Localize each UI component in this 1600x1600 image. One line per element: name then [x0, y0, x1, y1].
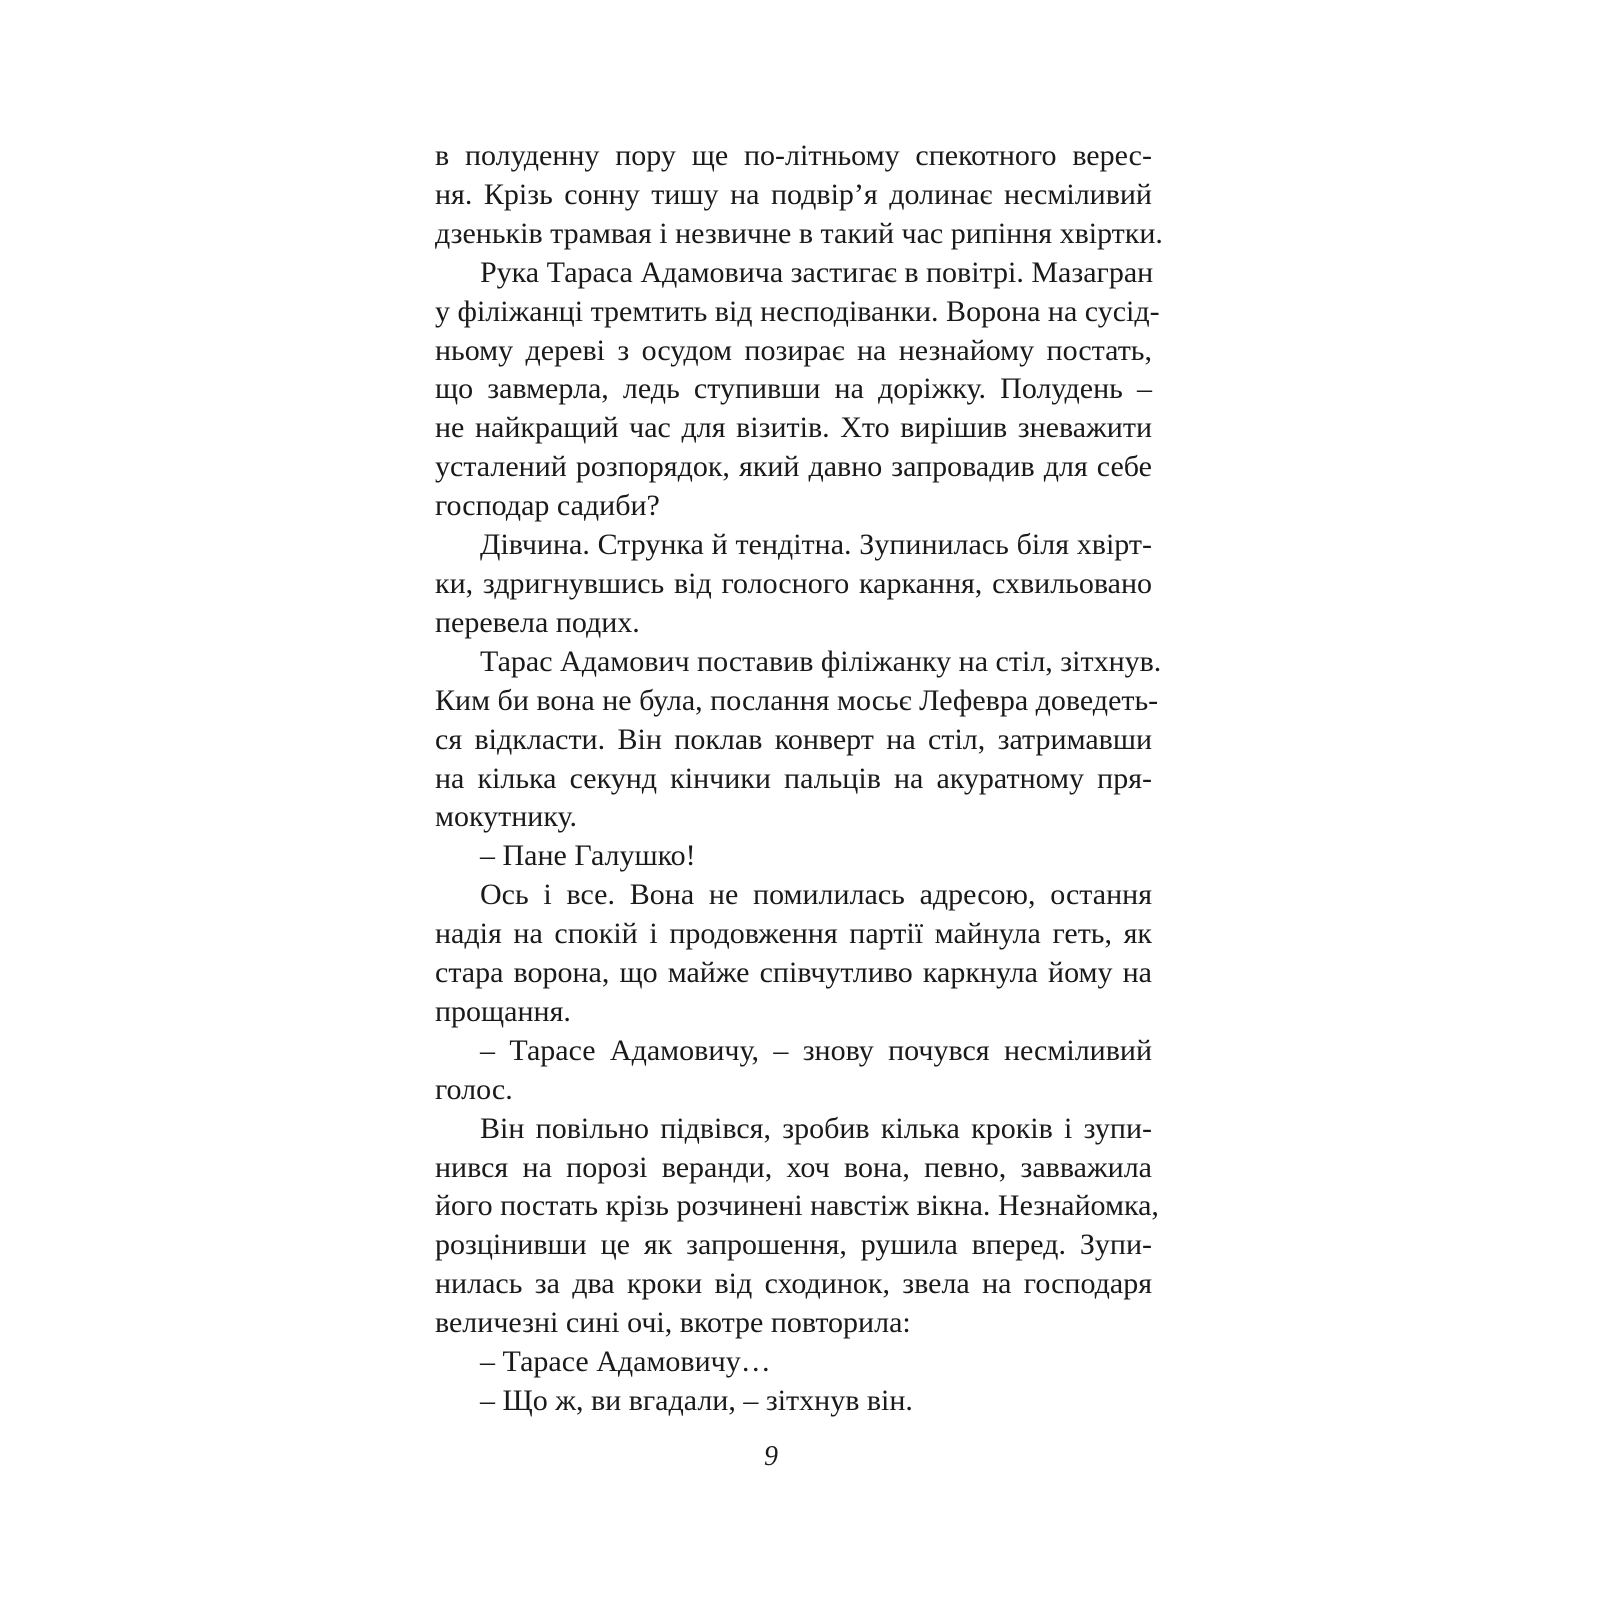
text-line: перевела подих. [435, 605, 640, 639]
text-line: нився на порозі веранди, хоч вона, певно, завважила [435, 1150, 1152, 1184]
paragraph [390, 837, 1152, 876]
paragraph [390, 1343, 1152, 1382]
text-line: Він повільно підвівся, зробив кілька кроків і зупи- [480, 1111, 1152, 1145]
text-line: – Пане Галушко! [480, 839, 696, 873]
paragraph [390, 254, 1160, 526]
text-line: Ось і все. Вона не помилилась адресою, остання [480, 878, 1152, 912]
paragraph [390, 137, 1163, 254]
text-line: Дівчина. Струнка й тендітна. Зупинилась біля хвірт- [480, 528, 1152, 562]
text-line: – Що ж, ви вгадали, – зітхнув він. [480, 1384, 913, 1417]
text-line: в полуденну пору ще по-літньому спекотного верес- [435, 139, 1152, 172]
page-number: 9 [764, 1441, 778, 1472]
text-line: – Тарасе Адамовичу, – знову почувся несміливий [480, 1033, 1152, 1067]
text-line: прощання. [435, 994, 571, 1028]
body-text [390, 137, 1163, 1421]
text-line: мокутнику. [435, 800, 578, 834]
text-line: ньому дереві з осудом позирає на незнайому постать, [435, 333, 1152, 367]
text-line: нилась за два кроки від сходинок, звела на господаря [435, 1267, 1152, 1301]
text-line: що завмерла, ледь ступивши на доріжку. Полудень – [435, 372, 1152, 406]
paragraph [390, 1382, 1152, 1421]
text-line: ня. Крізь сонну тишу на подвір’я долинає несміливий [435, 177, 1152, 211]
text-line: надія на спокій і продовження партії майнула геть, як [435, 917, 1152, 951]
text-line: Рука Тараса Адамовича застигає в повітрі. Мазагран [480, 255, 1154, 289]
text-line: ки, здригнувшись від голосного каркання, схвильовано [435, 566, 1152, 600]
text-line: дзеньків трамвая і незвичне в такий час рипіння хвіртки. [435, 216, 1163, 250]
text-line: Ким би вона не була, послання мосьє Лефевра доведеть- [435, 683, 1159, 717]
paragraph [390, 526, 1152, 643]
paragraph [390, 1032, 1152, 1110]
text-line: на кілька секунд кінчики пальців на акуратному пря- [435, 761, 1152, 795]
text-line: його постать крізь розчинені навстіж вікна. Незнайомка, [435, 1189, 1159, 1223]
text-line: Тарас Адамович поставив філіжанку на стіл, зітхнув. [480, 644, 1162, 678]
text-line: у філіжанці тремтить від несподіванки. Ворона на сусід- [435, 294, 1160, 328]
paragraph [390, 876, 1152, 1032]
paragraph [390, 643, 1162, 838]
text-line: розцінивши це як запрошення, рушила вперед. Зупи- [435, 1228, 1152, 1262]
text-line: – Тарасе Адамовичу… [480, 1345, 771, 1379]
text-line: усталений розпорядок, який давно запровадив для себе [435, 450, 1152, 484]
text-line: голос. [435, 1072, 513, 1106]
text-line: не найкращий час для візитів. Хто вирішив зневажити [435, 411, 1152, 445]
text-line: ся відкласти. Він поклав конверт на стіл, затримавши [435, 722, 1152, 756]
text-line: величезні сині очі, вкотре повторила: [435, 1306, 911, 1340]
text-line: стара ворона, що майже співчутливо каркнула йому на [435, 956, 1152, 990]
paragraph [390, 1110, 1159, 1343]
text-line: господар садиби? [435, 489, 660, 523]
